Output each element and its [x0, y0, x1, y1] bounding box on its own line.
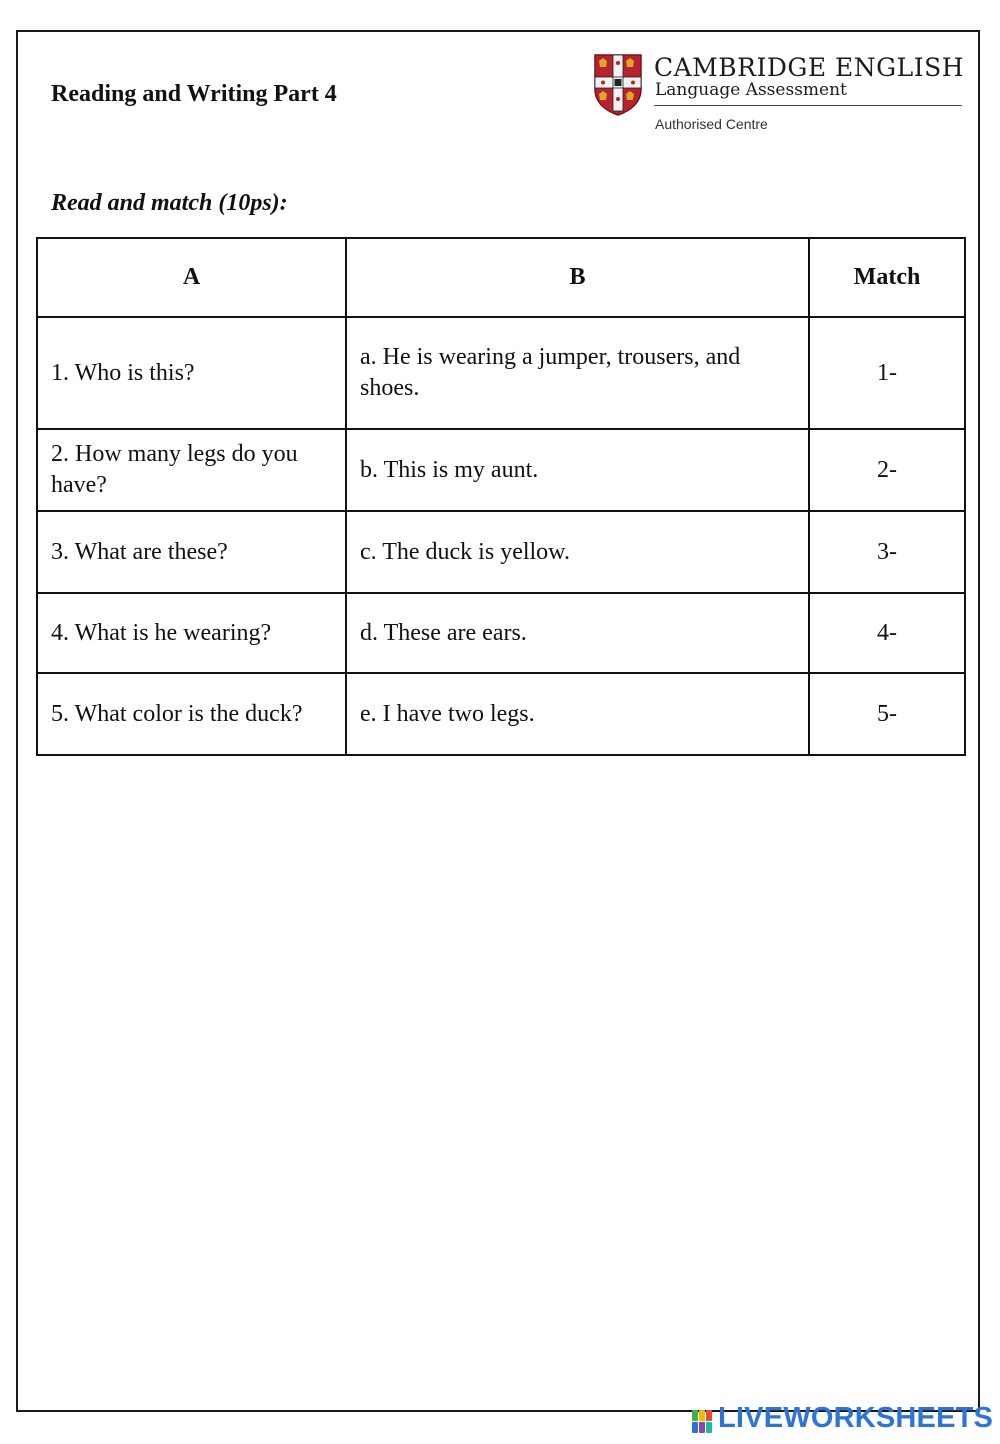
liveworksheets-tiles-icon	[692, 1410, 720, 1434]
match-cell[interactable]: 1-	[809, 317, 965, 429]
table-row	[37, 511, 965, 593]
logo-brand-text: CAMBRIDGE ENGLISH	[654, 53, 965, 82]
question-cell: 1. Who is this?	[37, 317, 346, 429]
answer-cell: e. I have two legs.	[346, 673, 809, 755]
column-header-a: A	[37, 238, 346, 317]
table-row	[37, 673, 965, 755]
instruction-text: Read and match (10ps):	[51, 190, 288, 216]
question-cell: 2. How many legs do you have?	[37, 429, 346, 511]
question-cell: 5. What color is the duck?	[37, 673, 346, 755]
answer-cell: a. He is wearing a jumper, trousers, and shoes.	[346, 317, 809, 429]
liveworksheets-wordmark: LIVEWORKSHEETS	[718, 1402, 994, 1434]
match-cell[interactable]: 3-	[809, 511, 965, 593]
column-header-b: B	[346, 238, 809, 317]
match-cell[interactable]: 2-	[809, 429, 965, 511]
answer-cell: b. This is my aunt.	[346, 429, 809, 511]
logo-divider	[654, 105, 962, 106]
cambridge-english-logo	[593, 52, 965, 136]
match-cell[interactable]: 5-	[809, 673, 965, 755]
logo-tagline: Authorised Centre	[655, 116, 768, 132]
logo-subtitle: Language Assessment	[655, 80, 847, 100]
cambridge-shield-icon	[593, 53, 643, 117]
liveworksheets-logo[interactable]	[692, 1402, 992, 1438]
table-header-row	[37, 238, 965, 317]
table-row	[37, 429, 965, 511]
answer-cell: c. The duck is yellow.	[346, 511, 809, 593]
question-cell: 4. What is he wearing?	[37, 593, 346, 673]
page-title: Reading and Writing Part 4	[51, 81, 337, 107]
table-row	[37, 593, 965, 673]
answer-cell: d. These are ears.	[346, 593, 809, 673]
matching-table	[36, 237, 966, 756]
match-cell[interactable]: 4-	[809, 593, 965, 673]
column-header-match: Match	[809, 238, 965, 317]
table-row	[37, 317, 965, 429]
question-cell: 3. What are these?	[37, 511, 346, 593]
